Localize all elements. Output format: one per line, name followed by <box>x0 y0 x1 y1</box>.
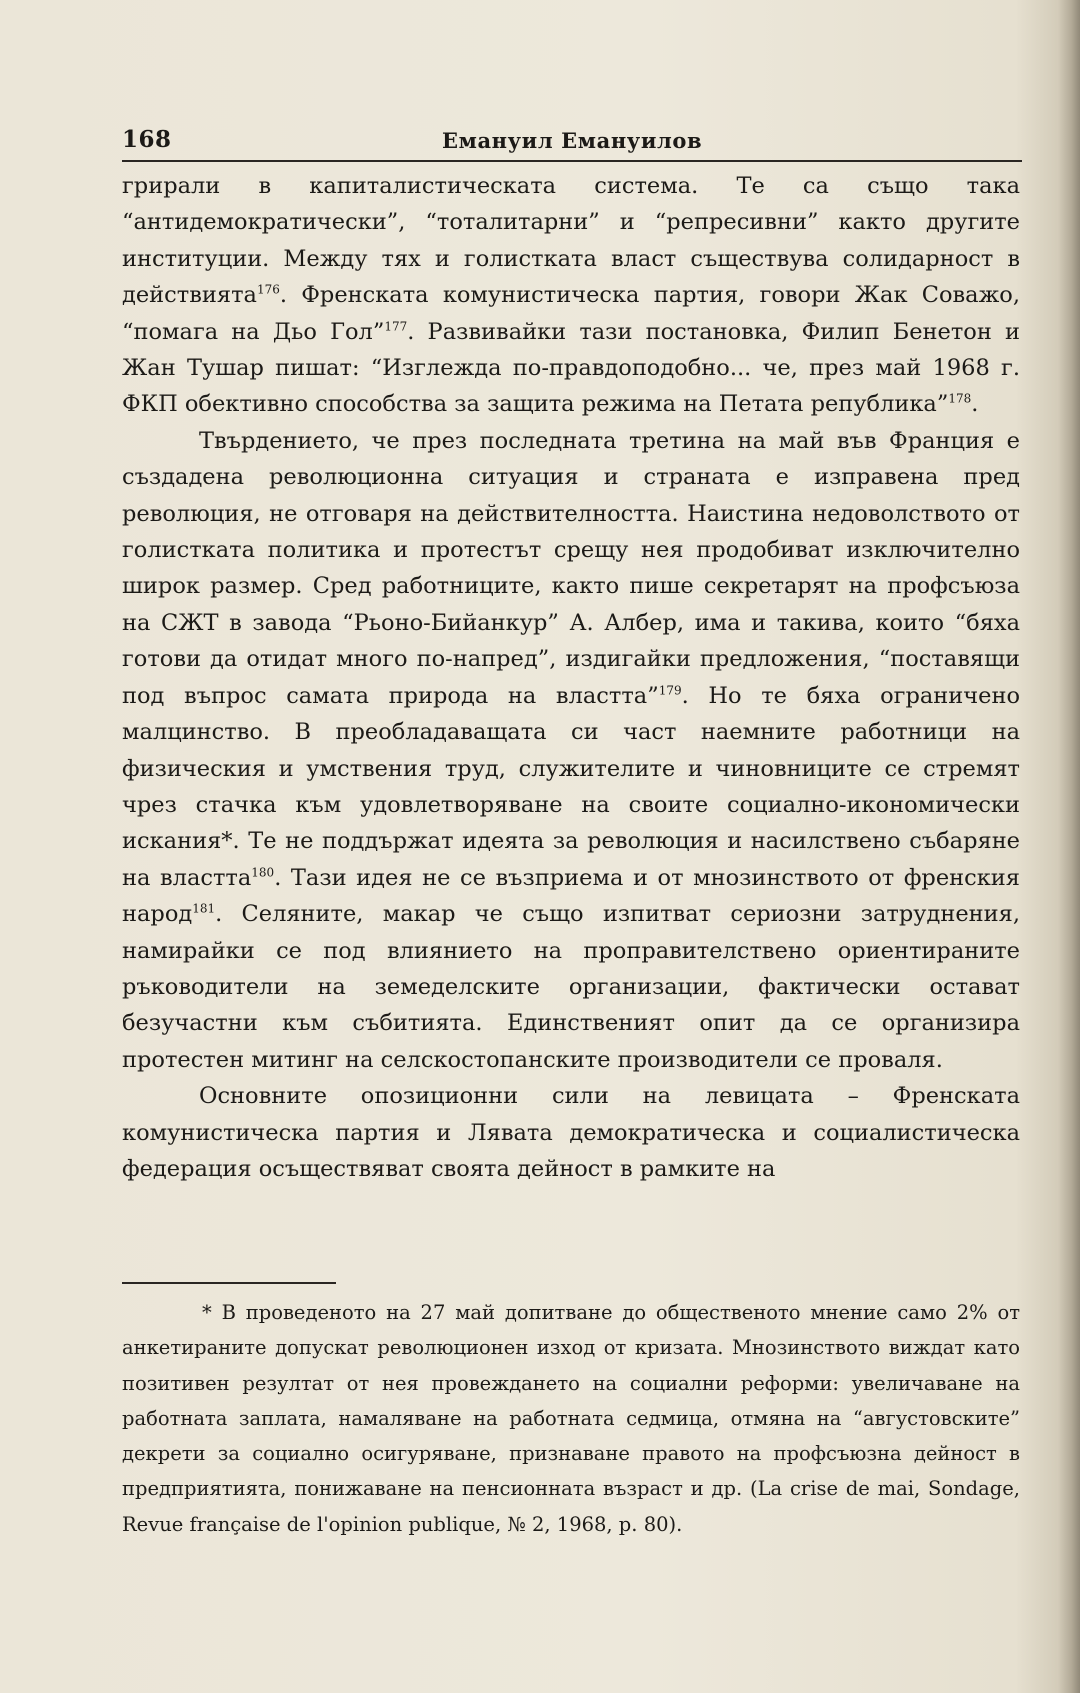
paragraph-text: грирали в капиталистическата система. Те са също така “антидемократически”, “тоталитарни” и “репресивни” както другите институции. Между тях и голистката власт съществува солидарност в действията <box>122 173 1020 309</box>
footnote-ref: 180 <box>251 865 275 880</box>
paragraph-text: Основните опозиционни сили на левицата – Френската комунистическа партия и Лявата демократическа и социалистическа федерация осъществяват своята дейност в рамките на <box>122 1083 1020 1182</box>
paragraph-text: . <box>971 391 979 418</box>
paragraph-1 <box>122 168 1020 423</box>
paragraph-text: . Тази идея не се възприема и от мнозинството от френския народ <box>122 864 1020 928</box>
paragraph-3 <box>122 1078 1020 1187</box>
page-number: 168 <box>122 126 172 153</box>
footnote-ref: 181 <box>192 901 216 916</box>
footnote-ref: 177 <box>384 319 408 334</box>
paragraph-text: . Селяните, макар че също изпитват сериозни затруднения, намирайки се под влиянието на проправителствено ориентираните ръководители на земеделските организации, фактически остават безучастни към събитията. Единственият опит да се организира протестен митинг на селскостопанските производители се проваля. <box>122 901 1020 1073</box>
footnote-ref: 178 <box>948 391 972 406</box>
running-head: Емануил Емануилов <box>442 128 703 153</box>
page-edge-shadow <box>1058 0 1080 1693</box>
footnote-rule <box>122 1282 336 1284</box>
footnote <box>122 1295 1020 1542</box>
body-text <box>122 168 1020 1187</box>
paragraph-text: . Френската комунистическа партия, говори Жак Соважо, “помага на Дьо Гол” <box>122 282 1020 345</box>
paragraph-text: . Развивайки тази постановка, Филип Бенетон и Жан Тушар пишат: “Изглежда по-правдоподобно... че, през май 1968 г. ФКП обективно способства за защита режима на Петата република” <box>122 318 1020 418</box>
paragraph-2 <box>122 423 1020 1078</box>
footnote-ref: 176 <box>256 282 280 297</box>
paragraph-text: . Но те бяха ограничено малцинство. В преобладаващата си част наемните работници на физическия и умствения труд, служителите и чиновниците се стремят чрез стачка към удовлетворяване на своите социално-икономически искания*. Те не поддържат идеята за революция и насилствено събаряне на властта <box>122 682 1020 891</box>
footnote-ref: 179 <box>658 683 682 698</box>
page-header <box>122 122 1022 158</box>
paragraph-text: Твърдението, че през последната третина на май във Франция е създадена революционна ситуация и страната е изправена пред революция, не отговаря на действителността. Наистина недоволството от голистката политика и протестът срещу нея продобиват изключително широк размер. Сред работниците, както пише секретарят на профсъюза на СЖТ в завода “Рьоно-Бийанкур” А. Албер, има и такива, които “бяха готови да отидат много по-напред”, издигайки предложения, “поставящи под въпрос самата природа на властта” <box>122 427 1020 709</box>
header-rule <box>122 160 1022 162</box>
footnote-text: * В проведеното на 27 май допитване до общественото мнение само 2% от анкетираните допускат революционен изход от кризата. Мнозинството виждат като позитивен резултат от нея провеждането на социални реформи: увеличаване на работната заплата, намаляване на работната седмица, отмяна на “августовските” декрети за социално осигуряване, признаване правото на профсъюзна дейност в предприятията, понижаване на пенсионната възраст и др. (La crise de mai, Sondage, Revue française de l'opinion publique, № 2, 1968, p. 80). <box>122 1301 1020 1536</box>
